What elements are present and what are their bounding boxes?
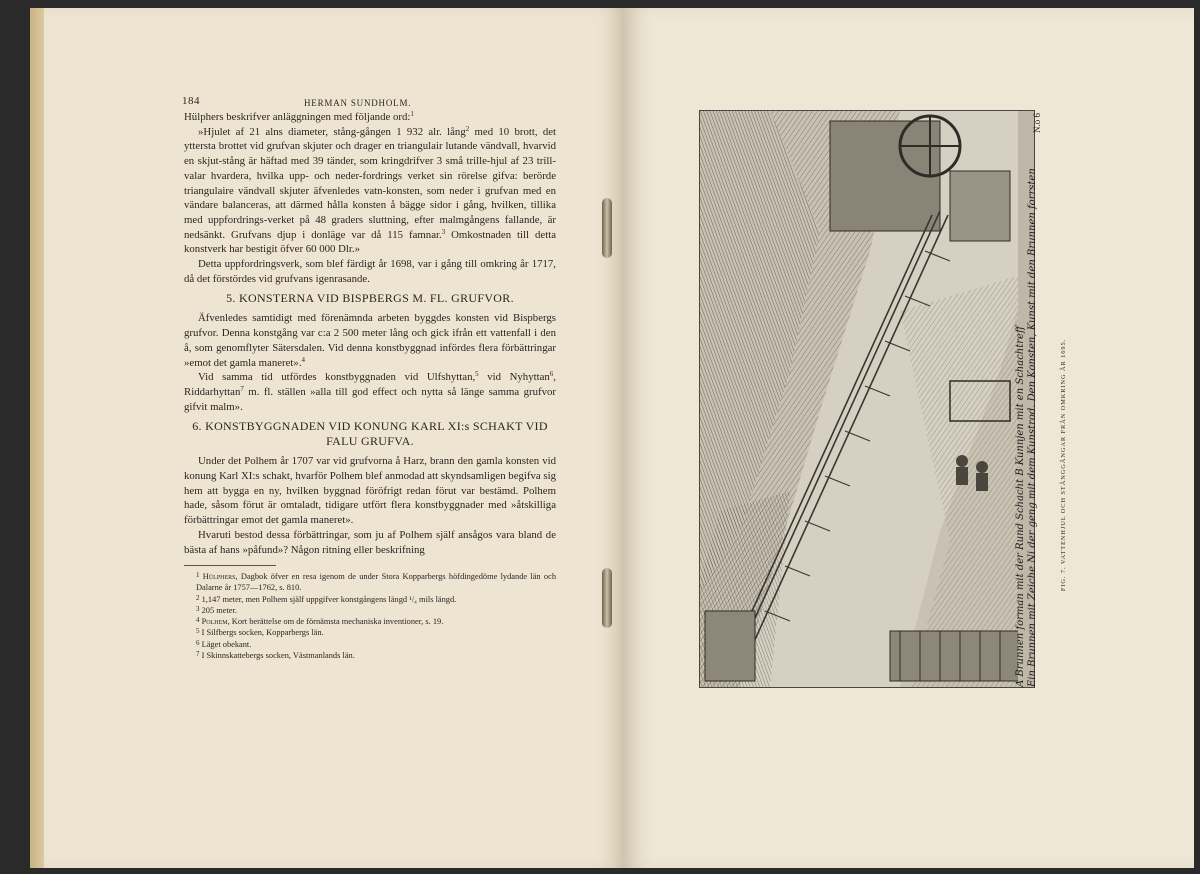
paragraph: Hvaruti bestod dessa förbättringar, som ju af Polhem själf ansågos vara bland de bästa af hans »påfund»? Någon ritning eller beskrifning [184,528,556,556]
left-page-text-block [184,94,556,661]
engraving-plate [699,110,1042,688]
paragraph-quote: »Hjulet af 21 alns diameter, stång-gången 1 932 alr. lång$^2$ med 10 brott, det yttersta brottet vid grufvan skjuter och drager en triangulair lutande vändvall, hvarvid en skjut-stång är häftad med 39 tänder, som kringdrifver 3 små trille-hjul af 23 trill-valar hvardera, hvilka upp- och neder-fordrings verket sin rörelse gifva: berörde triangulaire vändvall skjuter äfvenledes vatn-konsten, som neder i grufvan med en vändare balanceras, att därmed hålla konsten å bägge sidor i gång, hvilken, tillika med uppfordrings-verket på 48 graders sluttning, efter malmgångens fallande, är nedsänkt. Grufvans djup i donläge var då 115 famnar.$^3$ Omkostnaden till detta konstverk har bestigit öfver 60 000 Dlr.» [184,124,557,256]
footnote-marker: 2 [465,124,470,133]
book-spread [30,8,1194,868]
book-spine-edge [30,8,44,868]
plate-inscription-line-1: A Brunnen forman mit der Rund Schacht B Kunnjen mit en Schachtreff [1015,325,1026,687]
footnote-rule [184,565,276,566]
footnote-marker: 6 [549,370,554,379]
footnote-4: $^4$ Polhem, Kort berättelse om de förnämsta mechaniska inventioner, s. 19. [196,616,444,627]
footnote-2: $^2$ 1,147 meter, men Polhem själf uppgifver konstgångens längd ¹/₄ mils längd. [196,593,457,604]
binding-staple-bottom [602,568,612,628]
paragraph: Under det Polhem år 1707 var vid grufvorna å Harz, brann den gamla konsten vid konung Karl XI:s schakt, hvarför Polhem blef anmodad att skyndsamligen begifva sig hem att bygga en ny, hvilken byggnad föröfrigt redan förut var bestämd. Polhem hade, såsom förut är omtaladt, tidigare utfört flera konstbyggnader med »åtskilliga förbättringar emot det gamla maneret». [184,455,556,527]
footnote-3: $^3$ 205 meter. [196,604,237,615]
figure-caption-text: FIG. 7. VATTENHJUL OCH STÅNGGÅNGAR FRÅN OMKRING ÅR 1695. [1060,338,1067,592]
paragraph: Vid samma tid utfördes konstbyggnaden vid Ulfshyttan,$^5$ vid Nyhyttan$^6$, Riddarhyttan$^7$ m. fl. ställen »alla till god effect och nytta så länge samma grufvor gifvit malm». [184,370,556,413]
plate-number: N.o 6 [1032,113,1042,133]
binding-staple-top [602,198,612,258]
section-heading-5: 5. KONSTERNA VID BISPBERGS M. FL. GRUFVOR. [226,291,514,306]
running-head-title: HERMAN SUNDHOLM. [304,98,412,108]
section-heading-6: 6. KONSTBYGGNADEN VID KONUNG KARL XI:s SCHAKT VID FALU GRUFVA. [192,419,548,449]
footnote-marker: 3 [441,227,446,236]
footnote-marker: 5 [475,370,479,379]
footnote-5: $^5$ I Silfbergs socken, Kopparbergs län. [196,627,324,638]
paragraph: Detta uppfordringsverk, som blef färdigt år 1698, var i gång till omkring år 1717, då det förstördes vid grufvans igenrasande. [184,258,556,285]
footnotes [184,571,556,661]
left-page [44,8,624,868]
mine-machinery-illustration [700,111,1034,687]
plate-inscription [1015,111,1039,687]
footnote-1: $^1$ Hülphers, Dagbok öfver en resa igenom de under Stora Kopparbergs höfdingedöme lydande län och Dalarne år 1757—1762, s. 810. [196,571,557,593]
footnote-marker: 7 [240,384,244,393]
plate-inscription-line-2: Ein Brunnen mit Zeiche Ni der geng mit dem Kunstrod. Den Konsten, Kunst mit den Brunnen forrsten [1027,168,1038,687]
footnote-marker: 4 [301,355,306,364]
footnote-marker: 1 [410,110,414,118]
intro-line: Hülphers beskrifver anläggningen med följande ord:$^1$ [184,110,414,123]
figure-caption [1060,270,1070,670]
footnote-6: $^6$ Läget obekant. [196,638,252,649]
page-number: 184 [182,95,200,107]
running-header [184,94,556,110]
footnote-7: $^7$ I Skinnskattebergs socken, Västmanlands län. [196,649,355,660]
right-page [624,8,1194,868]
paragraph: Äfvenledes samtidigt med förenämnda arbeten byggdes konsten vid Bispbergs grufvor. Denna konstgång var c:a 2 500 meter lång och gick ifrån ett vattenfall i den å, som genomflyter Sätersdalen. Vid denna konstbyggnad infördes flera förbättringar »emot det gamla maneret».$^4$ [184,312,556,369]
